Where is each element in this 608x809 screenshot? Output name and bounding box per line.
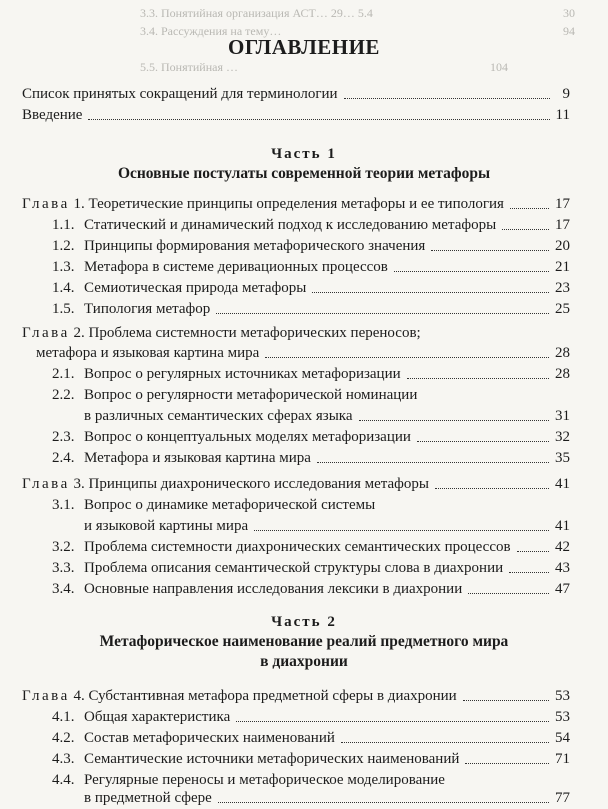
part-1-title: Основные постулаты современной теории метафоры: [117, 165, 491, 182]
part-2-title-continued: в диахронии: [260, 653, 348, 670]
toc-chapter-4[interactable]: Глава 4. Субстантивная метафора предметной сферы в диахронии 53: [22, 688, 570, 704]
toc-section-1-2[interactable]: 1.2. Принципы формирования метафорического значения 20: [52, 238, 570, 254]
part-2-title: Метафорическое наименование реалий предметного мира: [99, 633, 509, 650]
toc-section-2-2[interactable]: в различных семантических сферах языка 31: [84, 408, 570, 424]
toc-section-3-2[interactable]: 3.2. Проблема системности диахронических семантических процессов 42: [52, 539, 570, 555]
toc-section-2-3[interactable]: 2.3. Вопрос о концептуальных моделях метафоризации 32: [52, 429, 570, 445]
toc-section-1-3[interactable]: 1.3. Метафора в системе деривационных процессов 21: [52, 259, 570, 275]
toc-chapter-2[interactable]: метафора и языковая картина мира 28: [36, 345, 570, 361]
toc-chapter-1[interactable]: Глава 1. Теоретические принципы определения метафоры и ее типология 17: [22, 196, 570, 212]
page-title: ОГЛАВЛЕНИЕ: [228, 35, 380, 59]
toc-section-4-4-line-1[interactable]: 4.4. Регулярные переносы и метафорическое моделирование: [52, 772, 445, 788]
toc-section-4-3[interactable]: 4.3. Семантические источники метафорических наименований 71: [52, 751, 570, 767]
toc-section-3-1-line-1[interactable]: 3.1. Вопрос о динамике метафорической системы: [52, 497, 376, 513]
toc-chapter-2-line-1[interactable]: Глава 2. Проблема системности метафорических переносов;: [22, 325, 421, 341]
bleed-through-line: 3.4. Рассуждения на тему…: [140, 24, 282, 38]
part-1-label: Часть 1: [271, 146, 337, 162]
toc-section-1-4[interactable]: 1.4. Семиотическая природа метафоры 23: [52, 280, 570, 296]
toc-entry-introduction[interactable]: Введение 11: [22, 107, 570, 123]
toc-section-3-4[interactable]: 3.4. Основные направления исследования лексики в диахронии 47: [52, 581, 570, 597]
bleed-through-number: 30: [563, 6, 575, 20]
toc-section-4-2[interactable]: 4.2. Состав метафорических наименований 54: [52, 730, 570, 746]
bleed-through-line: 5.5. Понятийная …: [140, 60, 238, 74]
toc-chapter-3[interactable]: Глава 3. Принципы диахронического исследования метафоры 41: [22, 476, 570, 492]
bleed-through-line: 3.3. Понятийная организация АСТ… 29… 5.4: [140, 6, 373, 20]
toc-entry-abbreviations[interactable]: Список принятых сокращений для терминологии 9: [22, 86, 570, 102]
toc-section-3-1[interactable]: и языковой картины мира 41: [84, 518, 570, 534]
toc-section-1-1[interactable]: 1.1. Статический и динамический подход к исследованию метафоры 17: [52, 217, 570, 233]
part-2-label: Часть 2: [271, 614, 337, 630]
toc-section-4-1[interactable]: 4.1. Общая характеристика 53: [52, 709, 570, 725]
toc-section-3-3[interactable]: 3.3. Проблема описания семантической структуры слова в диахронии 43: [52, 560, 570, 576]
toc-section-1-5[interactable]: 1.5. Типология метафор 25: [52, 301, 570, 317]
toc-section-2-4[interactable]: 2.4. Метафора и языковая картина мира 35: [52, 450, 570, 466]
bleed-through-number: 94: [563, 24, 575, 38]
toc-section-2-1[interactable]: 2.1. Вопрос о регулярных источниках метафоризации 28: [52, 366, 570, 382]
toc-section-4-4[interactable]: в предметной сфере 77: [84, 790, 570, 806]
bleed-through-number: 104: [490, 60, 508, 74]
toc-section-2-2-line-1[interactable]: 2.2. Вопрос о регулярности метафорической номинации: [52, 387, 418, 403]
